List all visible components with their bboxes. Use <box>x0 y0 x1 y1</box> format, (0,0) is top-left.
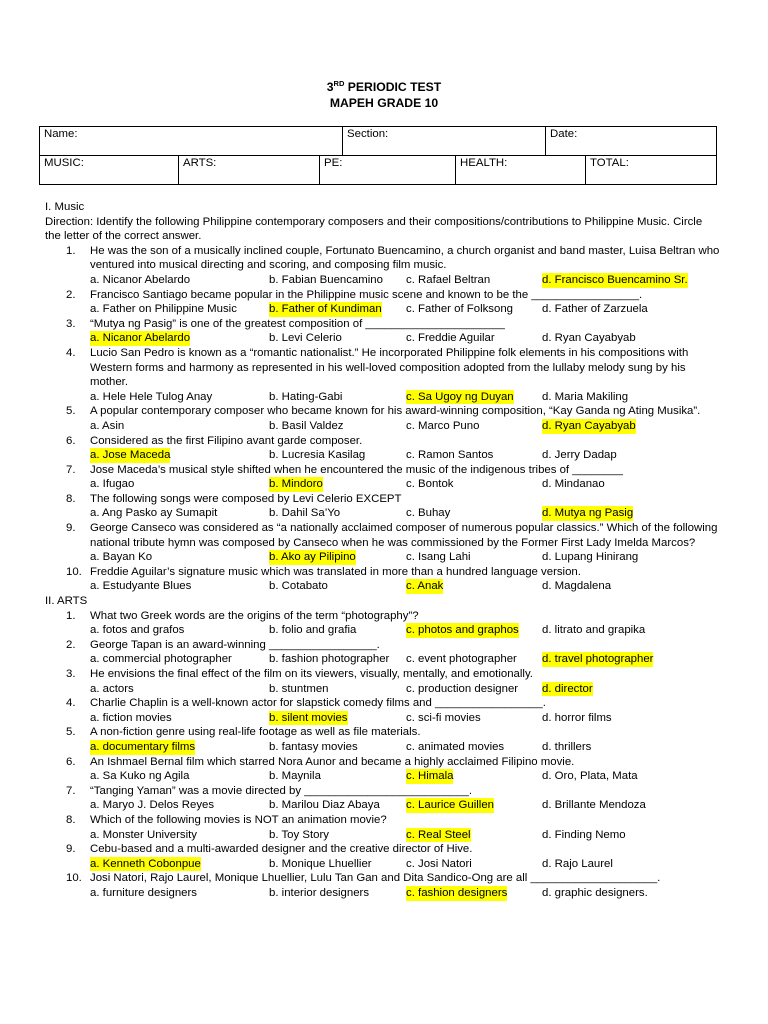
answer-choices <box>45 302 725 317</box>
answer-choices <box>45 477 725 492</box>
correct-answer-choice[interactable]: c. Real Steel <box>406 828 471 841</box>
answer-choice[interactable]: b. Levi Celerio <box>269 332 342 345</box>
answer-choice[interactable]: d. Mindanao <box>542 478 605 491</box>
test-subtitle: MAPEH GRADE 10 <box>329 96 439 110</box>
answer-choice[interactable]: a. Nicanor Abelardo <box>90 273 191 286</box>
answer-choice[interactable]: b. folio and grafia <box>269 624 357 637</box>
answer-choice[interactable]: a. furniture designers <box>90 886 198 899</box>
pe-score-field[interactable]: PE: <box>320 156 456 185</box>
health-score-field[interactable]: HEALTH: <box>456 156 586 185</box>
correct-answer-choice[interactable]: b. Father of Kundiman <box>269 303 382 316</box>
section-heading: I. Music <box>45 201 85 213</box>
answer-choice[interactable]: a. Ifugao <box>90 478 135 491</box>
answer-choice[interactable]: d. Maria Makiling <box>542 390 629 403</box>
answer-choice[interactable]: a. Father on Philippine Music <box>90 303 237 316</box>
answer-choice[interactable]: a. Asin <box>90 419 125 432</box>
answer-choice[interactable]: c. Freddie Aguilar <box>406 332 495 345</box>
correct-answer-choice[interactable]: a. documentary films <box>90 740 196 753</box>
answer-choices <box>45 769 725 784</box>
question-item <box>45 434 725 449</box>
correct-answer-choice[interactable]: a. Jose Maceda <box>90 449 171 462</box>
answer-choices <box>45 273 725 288</box>
question-item <box>45 609 725 624</box>
test-title: 3RD PERIODIC TEST <box>326 78 442 94</box>
answer-choice[interactable]: b. Cotabato <box>269 580 328 593</box>
question-number: 10. <box>66 872 82 885</box>
answer-choice[interactable]: c. sci-fi movies <box>406 711 481 724</box>
question-item <box>45 521 725 550</box>
answer-choices <box>45 711 725 726</box>
section-direction: Direction: Identify the following Philippine contemporary composers and their compositions/contributions to Philippine Music. Circle the letter of the correct answer. <box>45 215 703 243</box>
correct-answer-choice[interactable]: d. travel photographer <box>542 653 654 666</box>
correct-answer-choice[interactable]: d. Ryan Cayabyab <box>542 419 636 432</box>
answer-choice[interactable]: c. Bontok <box>406 478 454 491</box>
question-number: 1. <box>66 244 76 257</box>
question-item <box>45 755 725 770</box>
question-text: Josi Natori, Rajo Laurel, Monique Lhuellier, Lulu Tan Gan and Dita Sandico-Ong are all ____________________. <box>90 872 661 885</box>
question-number: 10. <box>66 565 82 578</box>
answer-choice[interactable]: d. Lupang Hinirang <box>542 551 639 564</box>
question-text: George Tapan is an award-winning _________________. <box>90 638 380 651</box>
question-item <box>45 696 725 711</box>
correct-answer-choice[interactable]: d. Mutya ng Pasig <box>542 507 634 520</box>
answer-choice[interactable]: b. stuntmen <box>269 682 329 695</box>
answer-choices <box>45 682 725 697</box>
answer-choice[interactable]: a. Monster University <box>90 828 197 841</box>
question-number: 2. <box>66 638 76 651</box>
answer-choice[interactable]: d. Jerry Dadap <box>542 449 617 462</box>
answer-choice[interactable]: a. Ang Pasko ay Sumapit <box>90 507 218 520</box>
music-score-field[interactable]: MUSIC: <box>40 156 179 185</box>
question-text: Which of the following movies is NOT an animation movie? <box>90 813 387 826</box>
answer-choices <box>45 623 725 638</box>
answer-choice[interactable]: c. Buhay <box>406 507 451 520</box>
question-item <box>45 346 725 390</box>
answer-choice[interactable]: d. Ryan Cayabyab <box>542 332 636 345</box>
question-number: 1. <box>66 609 76 622</box>
correct-answer-choice[interactable]: c. photos and graphos <box>406 624 519 637</box>
question-text: George Canseco was considered as “a nationally acclaimed composer of numerous popular classics.” Which of the following national tribute hymn was composed by Canseco when he was commissioned by the Former First Lady Imelda Marcos? <box>90 522 718 549</box>
answer-choice[interactable]: a. Hele Hele Tulog Anay <box>90 390 213 403</box>
question-text: Charlie Chaplin is a well-known actor for slapstick comedy films and _________________. <box>90 697 546 710</box>
correct-answer-choice[interactable]: d. Francisco Buencamino Sr. <box>542 273 688 286</box>
question-item <box>45 842 725 857</box>
answer-choice[interactable]: d. Rajo Laurel <box>542 857 613 870</box>
question-text: Francisco Santiago became popular in the Philippine music scene and known to be the _________________. <box>90 288 643 301</box>
answer-choice[interactable]: b. fashion photographer <box>269 653 390 666</box>
answer-choice[interactable]: a. Maryo J. Delos Reyes <box>90 799 215 812</box>
question-item <box>45 404 725 419</box>
section-heading: II. ARTS <box>45 595 88 608</box>
correct-answer-choice[interactable]: b. silent movies <box>269 711 348 724</box>
answer-choice[interactable]: c. animated movies <box>406 740 505 753</box>
question-number: 2. <box>66 288 76 301</box>
correct-answer-choice[interactable]: c. Sa Ugoy ng Duyan <box>406 390 514 403</box>
answer-choices <box>45 506 725 521</box>
answer-choice[interactable]: a. commercial photographer <box>90 653 232 666</box>
total-score-field[interactable]: TOTAL: <box>586 156 717 185</box>
answer-choice[interactable]: d. Father of Zarzuela <box>542 303 648 316</box>
question-number: 9. <box>66 843 76 856</box>
answer-choices <box>45 448 725 463</box>
answer-choice[interactable]: c. Josi Natori <box>406 857 472 870</box>
answer-choice[interactable]: b. interior designers <box>269 886 370 899</box>
question-item <box>45 784 725 799</box>
answer-choice[interactable]: b. Maynila <box>269 770 321 783</box>
question-item <box>45 565 725 580</box>
question-text: A non-fiction genre using real-life footage as well as file materials. <box>90 726 421 739</box>
answer-choice[interactable]: b. Fabian Buencamino <box>269 273 383 286</box>
answer-choice[interactable]: b. Hating-Gabi <box>269 390 343 403</box>
student-info-table <box>39 126 717 185</box>
test-content <box>45 200 725 901</box>
answer-choice[interactable]: b. Marilou Diaz Abaya <box>269 799 380 812</box>
date-field[interactable]: Date: <box>546 127 717 156</box>
section-field[interactable]: Section: <box>343 127 546 156</box>
question-number: 5. <box>66 405 76 418</box>
answer-choice[interactable]: a. fiction movies <box>90 711 172 724</box>
answer-choices <box>45 798 725 813</box>
question-item <box>45 813 725 828</box>
question-number: 3. <box>66 668 76 680</box>
question-item <box>45 638 725 653</box>
answer-choice[interactable]: c. production designer <box>406 682 519 695</box>
answer-choice[interactable]: a. Estudyante Blues <box>90 580 192 593</box>
question-number: 4. <box>66 346 76 359</box>
answer-choice[interactable]: d. Brillante Mendoza <box>542 799 646 812</box>
question-item <box>45 317 725 332</box>
question-item <box>45 492 725 507</box>
question-number: 3. <box>66 317 76 330</box>
question-number: 8. <box>66 492 76 505</box>
correct-answer-choice[interactable]: a. Kenneth Cobonpue <box>90 857 201 870</box>
answer-choice[interactable]: b. Lucresia Kasilag <box>269 449 366 462</box>
correct-answer-choice[interactable]: b. Ako ay Pilipino <box>269 551 356 564</box>
answer-choice[interactable]: d. thrillers <box>542 740 592 753</box>
answer-choice[interactable]: c. Isang Lahi <box>406 551 471 564</box>
answer-choice[interactable]: d. graphic designers. <box>542 886 648 899</box>
answer-choices <box>45 740 725 755</box>
correct-answer-choice[interactable]: c. Anak <box>406 580 444 593</box>
question-number: 8. <box>66 813 76 826</box>
answer-choices <box>45 828 725 843</box>
question-item <box>45 871 725 886</box>
answer-choice[interactable]: d. litrato and grapika <box>542 624 646 637</box>
question-item <box>45 725 725 740</box>
question-text: Lucio San Pedro is known as a “romantic nationalist.” He incorporated Philippine folk elements in his compositions with Western forms and harmony as represented in his well-loved composition adopted from the lullaby melody sung by his mother. <box>90 346 689 389</box>
name-field[interactable]: Name: <box>40 127 343 156</box>
answer-choices <box>45 886 725 901</box>
answer-choice[interactable]: d. Oro, Plata, Mata <box>542 770 638 783</box>
question-item <box>45 463 725 478</box>
question-number: 6. <box>66 755 76 768</box>
answer-choice[interactable]: b. Dahil Sa’Yo <box>269 507 341 520</box>
answer-choice[interactable]: c. Rafael Beltran <box>406 273 491 286</box>
answer-choices <box>45 390 725 405</box>
correct-answer-choice[interactable]: c. fashion designers <box>406 886 508 899</box>
question-item <box>45 288 725 303</box>
answer-choices <box>45 857 725 872</box>
answer-choices <box>45 579 725 594</box>
question-number: 4. <box>66 697 76 710</box>
question-text: He envisions the final effect of the film on its viewers, visually, mentally, and emotionally. <box>90 668 533 680</box>
question-text: A popular contemporary composer who became known for his award-winning composition, “Kay Ganda ng Ating Musika”. <box>90 405 701 418</box>
question-number: 7. <box>66 784 76 797</box>
question-number: 7. <box>66 463 76 476</box>
question-item <box>45 667 725 682</box>
question-number: 9. <box>66 522 76 535</box>
question-text: “Mutya ng Pasig” is one of the greatest composition of ______________________ <box>90 317 505 330</box>
correct-answer-choice[interactable]: a. Nicanor Abelardo <box>90 332 191 345</box>
question-text: The following songs were composed by Levi Celerio EXCEPT <box>90 492 402 505</box>
question-text: Freddie Aguilar’s signature music which was translated in more than a hundred language version. <box>90 565 581 578</box>
answer-choice[interactable]: c. event photographer <box>406 653 517 666</box>
answer-choice[interactable]: d. Magdalena <box>542 580 612 593</box>
question-text: An Ishmael Bernal film which starred Nora Aunor and became a highly acclaimed Filipino movie. <box>90 755 575 768</box>
answer-choices <box>45 652 725 667</box>
answer-choice[interactable]: b. Monique Lhuellier <box>269 857 372 870</box>
correct-answer-choice[interactable]: c. Himala <box>406 770 454 783</box>
question-text: What two Greek words are the origins of the term “photography”? <box>90 609 419 622</box>
correct-answer-choice[interactable]: d. director <box>542 682 593 695</box>
question-text: He was the son of a musically inclined couple, Fortunato Buencamino, a church organist and band master, Luisa Beltran who ventured into musical directing and scoring, and composing film music. <box>90 244 720 272</box>
answer-choice[interactable]: c. Marco Puno <box>406 419 480 432</box>
question-number: 6. <box>66 434 76 447</box>
answer-choices <box>45 419 725 434</box>
question-item <box>45 244 725 273</box>
question-number: 5. <box>66 726 76 739</box>
answer-choice[interactable]: b. fantasy movies <box>269 740 358 753</box>
answer-choices <box>45 550 725 565</box>
answer-choice[interactable]: b. Basil Valdez <box>269 419 344 432</box>
question-text: “Tanging Yaman” was a movie directed by __________________________. <box>90 784 473 797</box>
answer-choices <box>45 331 725 346</box>
answer-choice[interactable]: b. Toy Story <box>269 828 329 841</box>
answer-choice[interactable]: d. horror films <box>542 711 612 724</box>
answer-choice[interactable]: d. Finding Nemo <box>542 828 626 841</box>
correct-answer-choice[interactable]: b. Mindoro <box>269 478 323 491</box>
question-text: Cebu-based and a multi-awarded designer and the creative director of Hive. <box>90 843 473 856</box>
answer-choice[interactable]: c. Father of Folksong <box>406 303 513 316</box>
question-text: Considered as the first Filipino avant garde composer. <box>90 434 363 447</box>
answer-choice[interactable]: a. Bayan Ko <box>90 551 153 564</box>
arts-score-field[interactable]: ARTS: <box>179 156 320 185</box>
answer-choice[interactable]: a. fotos and grafos <box>90 624 185 637</box>
question-text: Jose Maceda’s musical style shifted when he encountered the music of the indigenous tribes of ________ <box>90 463 623 476</box>
answer-choice[interactable]: c. Ramon Santos <box>406 449 494 462</box>
answer-choice[interactable]: a. actors <box>90 682 134 695</box>
correct-answer-choice[interactable]: c. Laurice Guillen <box>406 799 495 812</box>
answer-choice[interactable]: a. Sa Kuko ng Agila <box>90 770 190 783</box>
